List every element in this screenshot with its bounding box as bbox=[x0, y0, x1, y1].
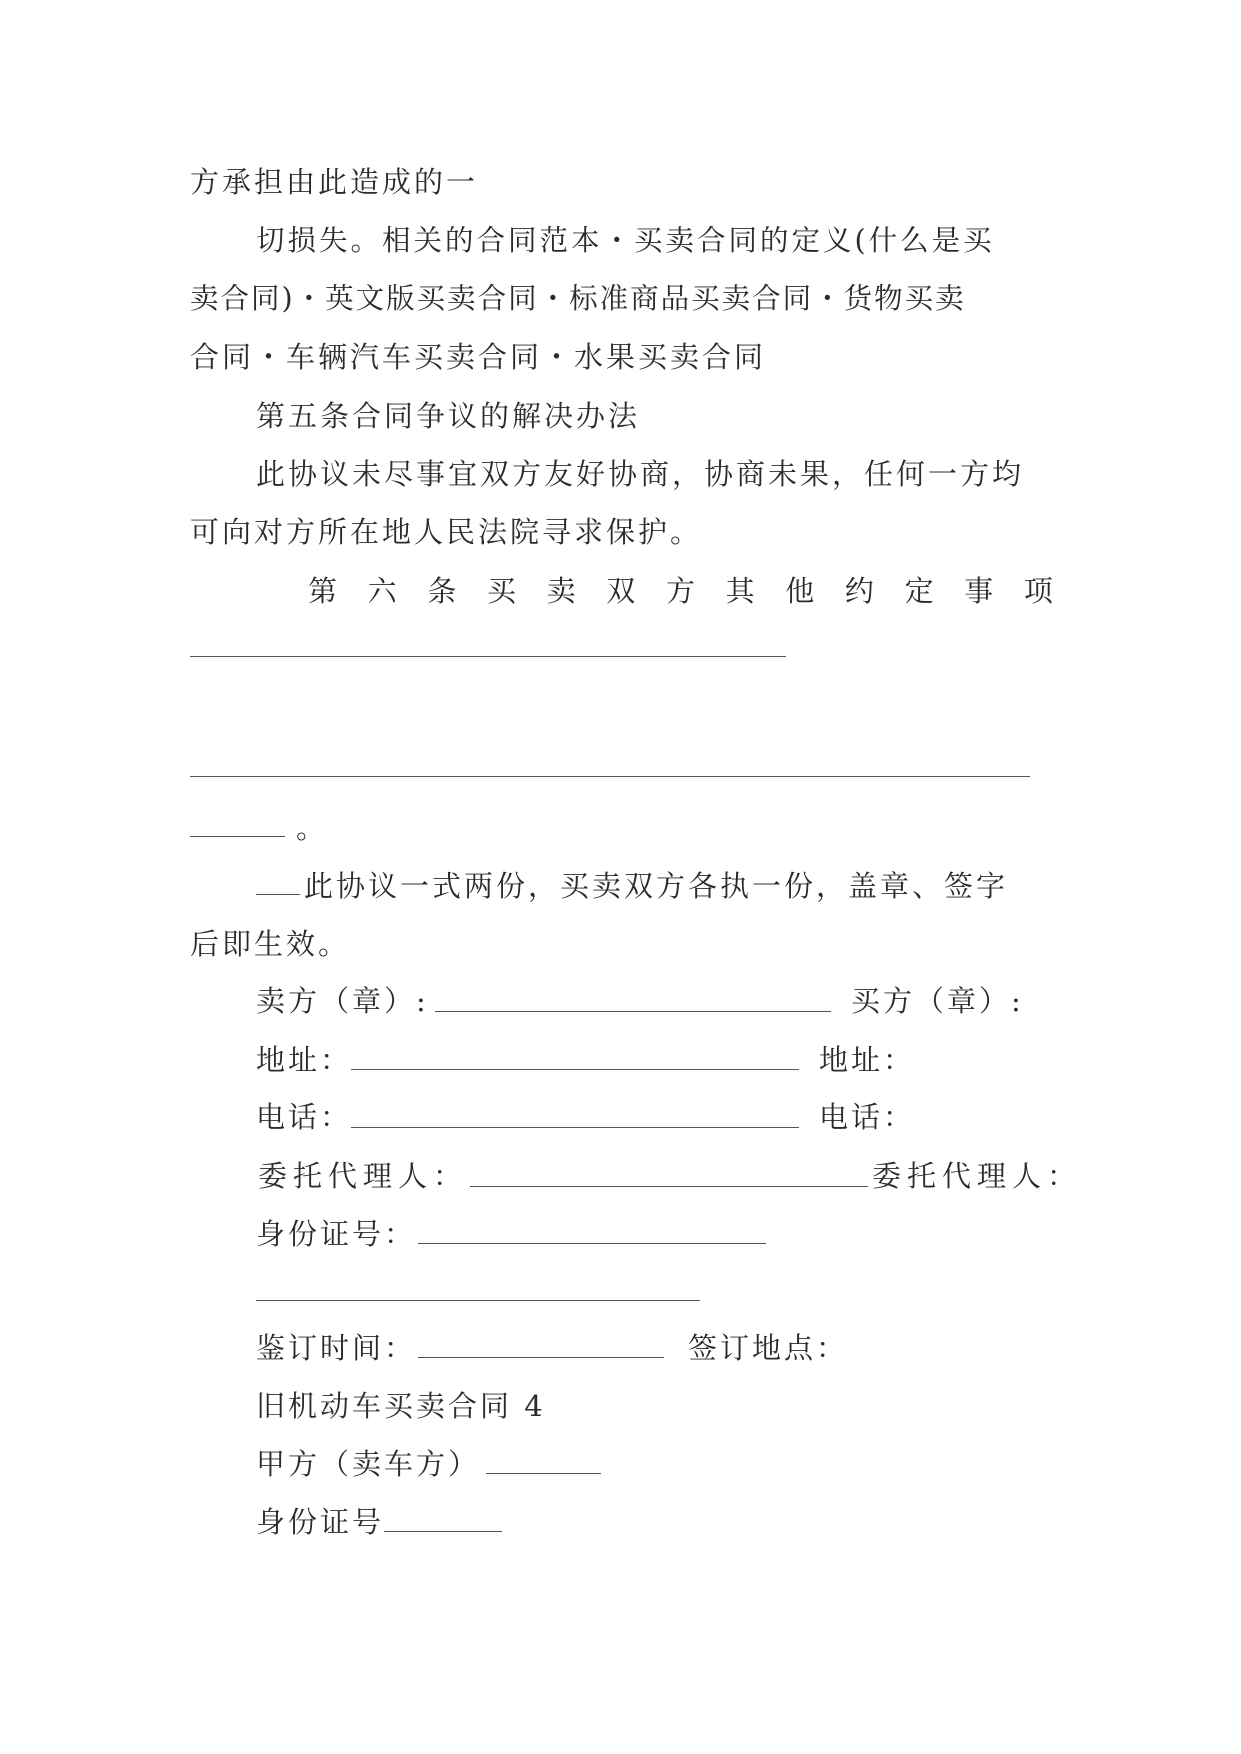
agent-label: 委托代理人： bbox=[872, 1159, 1083, 1193]
seller-seal-label: 卖方（章）: bbox=[256, 984, 429, 1018]
section-title: 旧机动车买卖合同 4 bbox=[256, 1389, 546, 1423]
text-line: 此协议一式两份，买卖双方各执一份，盖章、签字 bbox=[304, 869, 1009, 903]
article-6-char: 事 bbox=[964, 574, 994, 608]
id-number-label: 身份证号： bbox=[256, 1217, 417, 1251]
blank-line bbox=[190, 776, 1030, 777]
article-6-char: 约 bbox=[844, 574, 874, 608]
article-6-char: 卖 bbox=[546, 574, 576, 608]
party-a-label: 甲方（卖车方） bbox=[256, 1447, 481, 1481]
blank-line bbox=[351, 1127, 799, 1128]
blank-line bbox=[384, 1531, 502, 1532]
article-6-char: 条 bbox=[427, 574, 457, 608]
text-line: 卖合同)・英文版买卖合同・标准商品买卖合同・货物买卖 bbox=[190, 282, 966, 315]
article-6-char: 他 bbox=[785, 574, 815, 608]
blank-line bbox=[470, 1186, 868, 1187]
text-line: 合同・车辆汽车买卖合同・水果买卖合同 bbox=[190, 340, 767, 374]
phone-label: 电话： bbox=[819, 1100, 916, 1134]
article-5-title: 第五条合同争议的解决办法 bbox=[256, 399, 641, 433]
sign-place-label: 签订地点： bbox=[688, 1331, 849, 1365]
phone-label: 电话： bbox=[256, 1100, 353, 1134]
blank-line bbox=[256, 894, 300, 895]
buyer-seal-label: 买方（章）: bbox=[851, 984, 1024, 1018]
agent-label: 委托代理人： bbox=[258, 1159, 469, 1193]
text-line: 可向对方所在地人民法院寻求保护。 bbox=[190, 515, 703, 549]
article-6-char: 六 bbox=[367, 574, 397, 608]
text-line: 此协议未尽事宜双方友好协商，协商未果，任何一方均 bbox=[256, 457, 1025, 491]
address-label: 地址： bbox=[256, 1043, 353, 1077]
article-6-char: 买 bbox=[486, 574, 516, 608]
article-6-char: 其 bbox=[725, 574, 755, 608]
article-6-char: 方 bbox=[665, 574, 695, 608]
text-line: 切损失。相关的合同范本・买卖合同的定义(什么是买 bbox=[256, 224, 995, 257]
blank-line bbox=[418, 1357, 664, 1358]
period: 。 bbox=[296, 811, 329, 845]
address-label: 地址： bbox=[819, 1043, 916, 1077]
id-number-label: 身份证号 bbox=[256, 1505, 385, 1539]
article-6-title bbox=[308, 571, 1053, 611]
text-line: 后即生效。 bbox=[190, 927, 351, 961]
article-6-char: 项 bbox=[1023, 574, 1053, 608]
blank-line bbox=[256, 1300, 700, 1301]
blank-line bbox=[351, 1069, 799, 1070]
blank-line bbox=[190, 836, 285, 837]
article-6-char: 定 bbox=[904, 574, 934, 608]
text-line: 方承担由此造成的一 bbox=[190, 165, 479, 199]
article-6-char: 双 bbox=[606, 574, 636, 608]
blank-line bbox=[190, 656, 786, 657]
blank-line bbox=[418, 1243, 766, 1244]
blank-line bbox=[435, 1011, 831, 1012]
sign-time-label: 鉴订时间： bbox=[256, 1331, 417, 1365]
article-6-char: 第 bbox=[308, 574, 338, 608]
blank-line bbox=[486, 1473, 601, 1474]
